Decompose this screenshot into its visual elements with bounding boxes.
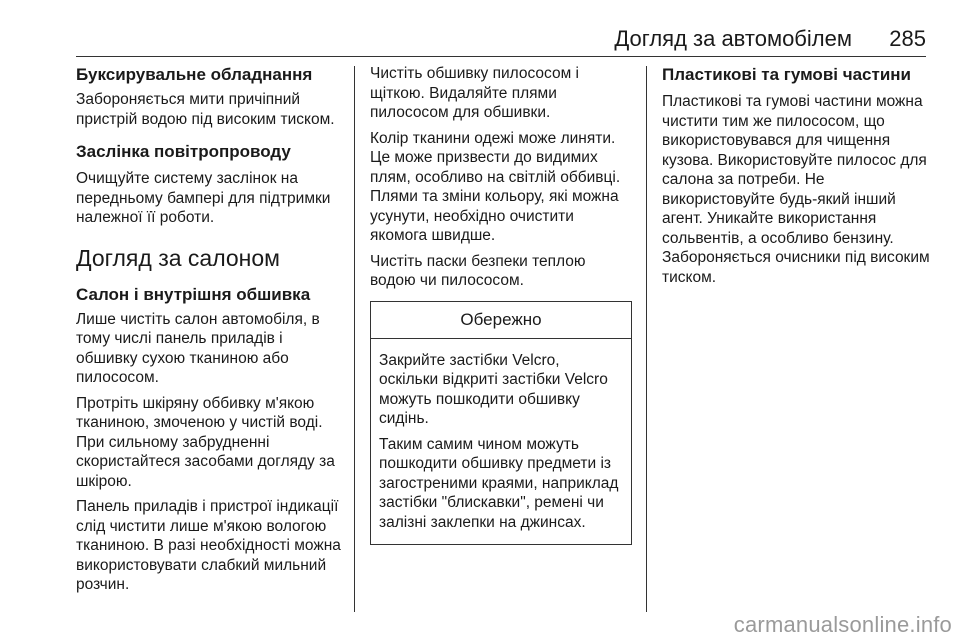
caution-body xyxy=(371,339,631,545)
column-3 xyxy=(662,64,930,287)
paragraph-air-flap: Очищуйте систему заслінок на передньому бампері для підтримки належної її роботи. xyxy=(76,170,331,226)
watermark: carmanualsonline.info xyxy=(733,612,952,637)
heading-interior-upholstery: Салон і внутрішня обшивка xyxy=(76,284,311,304)
paragraph-interior-2: Протріть шкіряну оббивку м'якою тканиною, змоченою у чистій воді. При сильному забрудненні скористайтеся засобами догляду за шкірою. xyxy=(76,394,335,490)
column-divider xyxy=(354,66,355,612)
paragraph-fabric-color: Колір тканини одежі може линяти. Це може призвести до видимих плям, особливо на світлій оббивці. Плями та зміни кольору, які можна усунути, необхідно очистити якомога швидше. xyxy=(370,129,621,244)
paragraph-vacuum-upholstery: Чистіть обшивку пилососом і щіткою. Видаляйте плями пилососом для обшивки. xyxy=(370,65,579,121)
column-1 xyxy=(76,64,348,595)
caution-box xyxy=(370,301,632,546)
column-2 xyxy=(370,64,634,545)
paragraph-interior-3: Панель приладів і пристрої індикації слід чистити лише м'якою вологою тканиною. В разі необхідності можна використовувати слабкий мильний розчин. xyxy=(76,498,341,593)
heading-plastic-rubber: Пластикові та гумові частини xyxy=(662,65,911,84)
paragraph-seat-belts: Чистіть паски безпеки теплою водою чи пилососом. xyxy=(370,252,586,289)
paragraph-plastic-rubber: Пластикові та гумові частини можна чистити тим же пилососом, що використовувався для чищення кузова. Використовуйте пилосос для салона за потреби. Не використовуйте будь-який інший агент. Уникайте використання сольвентів, а особливо бензину. Забороняється очисники під високим тиском. xyxy=(662,93,930,286)
column-divider xyxy=(646,66,647,612)
section-title-interior-care: Догляд за салоном xyxy=(76,244,280,271)
paragraph-interior-1: Лише чистіть салон автомобіля, в тому числі панель приладів і обшивку сухою тканиною або пилососом. xyxy=(76,310,320,386)
heading-air-flap: Заслінка повітропроводу xyxy=(76,142,291,161)
heading-towing-equipment: Буксирувальне обладнання xyxy=(76,65,313,84)
caution-paragraph-1: Закрийте застібки Velcro, оскільки відкриті застібки Velcro можуть пошкодити обшивку сидінь. xyxy=(379,351,608,427)
page-number: 285 xyxy=(889,26,926,51)
paragraph-towing-equipment: Забороняється мити причіпний пристрій водою під високим тиском. xyxy=(76,91,335,128)
caution-title: Обережно xyxy=(371,302,631,339)
caution-paragraph-2: Таким самим чином можуть пошкодити обшивку предмети із загостреними краями, наприклад застібки "блискавки", ремені чи залізні заклепки на джинсах. xyxy=(379,435,619,531)
header-title: Догляд за автомобілем xyxy=(614,26,852,51)
header-rule xyxy=(76,56,926,57)
page-header xyxy=(76,24,926,54)
